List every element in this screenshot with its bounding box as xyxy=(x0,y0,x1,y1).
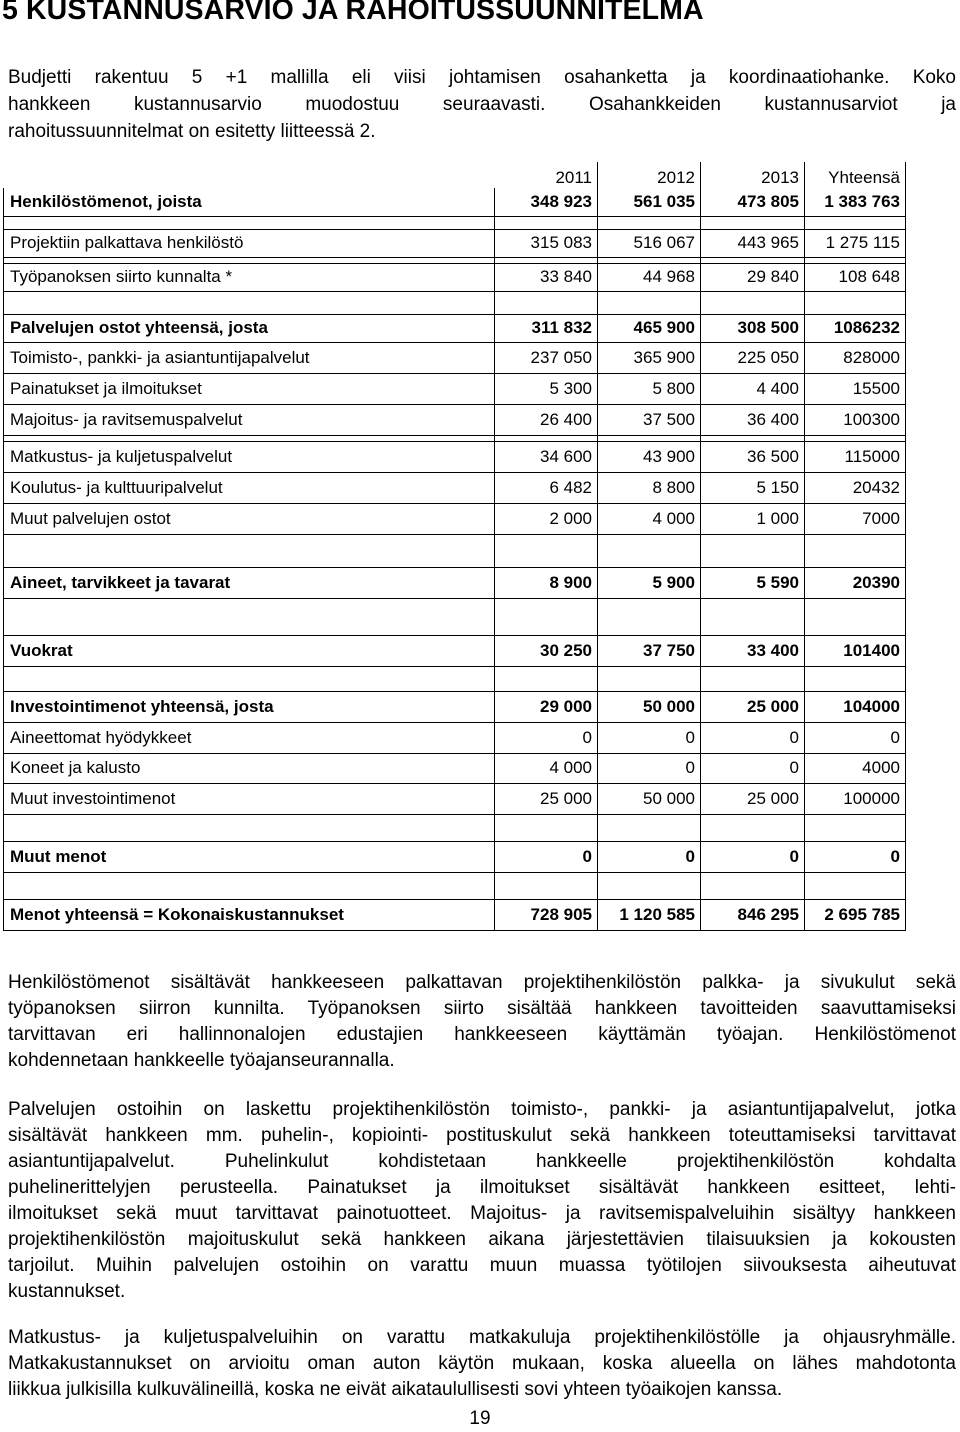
value-2013: 1 000 xyxy=(701,503,805,534)
value-total: 104000 xyxy=(805,691,906,722)
spacer-cell xyxy=(805,814,906,841)
value-2012: 43 900 xyxy=(598,441,701,472)
spacer-cell xyxy=(495,216,598,229)
row-label: Muut palvelujen ostot xyxy=(4,503,495,534)
row-label: Aineettomat hyödykkeet xyxy=(4,722,495,753)
value-2012: 50 000 xyxy=(598,783,701,814)
paragraph-line: Matkustus- ja kuljetuspalveluihin on varattu matkakuluja projektihenkilöstölle ja ohjausryhmälle. xyxy=(8,1327,956,1348)
intro-paragraph xyxy=(8,64,956,145)
spacer-cell xyxy=(4,534,495,567)
value-2012: 0 xyxy=(598,722,701,753)
spacer-cell xyxy=(805,598,906,635)
paragraph-line: työpanoksen siirron kunnilta. Työpanoksen siirto sisältää hankkeen tavoitteiden saavuttamiseksi xyxy=(8,998,956,1019)
spacer-cell xyxy=(4,872,495,899)
row-label: Menot yhteensä = Kokonaiskustannukset xyxy=(4,899,495,930)
spacer-cell xyxy=(701,872,805,899)
paragraph-line: kohdennetaan hankkeelle työajanseurannalla. xyxy=(8,1050,395,1071)
paragraph-line: asiantuntijapalvelut. Puhelinkulut kohdistetaan hankkeelle projektihenkilöstön kohdalta xyxy=(8,1151,956,1172)
value-2011: 26 400 xyxy=(495,404,598,435)
value-2012: 365 900 xyxy=(598,342,701,373)
spacer-cell xyxy=(4,216,495,229)
table-spacer-row xyxy=(4,666,906,691)
spacer-cell xyxy=(805,534,906,567)
table-spacer-row xyxy=(4,598,906,635)
value-2012: 50 000 xyxy=(598,691,701,722)
header-value-total: Yhteensä xyxy=(805,162,906,188)
row-label: Vuokrat xyxy=(4,635,495,666)
spacer-cell xyxy=(598,598,701,635)
table-row xyxy=(4,373,906,404)
spacer-cell xyxy=(598,814,701,841)
value-total: 15500 xyxy=(805,373,906,404)
value-2012: 5 800 xyxy=(598,373,701,404)
spacer-cell xyxy=(4,666,495,691)
value-2011: 33 840 xyxy=(495,263,598,291)
table-row xyxy=(4,188,906,216)
value-2012: 1 120 585 xyxy=(598,899,701,930)
value-2011: 4 000 xyxy=(495,753,598,783)
row-label: Muut investointimenot xyxy=(4,783,495,814)
value-2012: 44 968 xyxy=(598,263,701,291)
intro-line: hankkeen kustannusarvio muodostuu seuraavasti. Osahankkeiden kustannusarviot ja xyxy=(8,94,956,115)
header-row-label xyxy=(4,162,495,188)
value-2013: 36 500 xyxy=(701,441,805,472)
paragraph-personnel xyxy=(8,970,956,1074)
value-2011: 30 250 xyxy=(495,635,598,666)
spacer-cell xyxy=(701,534,805,567)
value-total: 108 648 xyxy=(805,263,906,291)
paragraph-line: Henkilöstömenot sisältävät hankkeeseen palkattavan projektihenkilöstön palkka- ja sivukulut sekä xyxy=(8,972,956,993)
table-spacer-row xyxy=(4,216,906,229)
row-label: Majoitus- ja ravitsemuspalvelut xyxy=(4,404,495,435)
table-row xyxy=(4,783,906,814)
value-2012: 37 750 xyxy=(598,635,701,666)
paragraph-line: Palvelujen ostoihin on laskettu projektihenkilöstön toimisto-, pankki- ja asiantuntijapalvelut, jotka xyxy=(8,1099,956,1120)
header-value-2011: 2011 xyxy=(495,162,598,188)
row-label: Matkustus- ja kuljetuspalvelut xyxy=(4,441,495,472)
spacer-cell xyxy=(701,666,805,691)
spacer-cell xyxy=(598,291,701,314)
paragraph-services xyxy=(8,1097,956,1305)
header-value-2013: 2013 xyxy=(701,162,805,188)
value-total: 4000 xyxy=(805,753,906,783)
value-2013: 5 150 xyxy=(701,472,805,503)
spacer-cell xyxy=(598,216,701,229)
value-2013: 225 050 xyxy=(701,342,805,373)
table-row xyxy=(4,404,906,435)
value-2013: 25 000 xyxy=(701,783,805,814)
value-total: 7000 xyxy=(805,503,906,534)
table-row xyxy=(4,841,906,872)
spacer-cell xyxy=(598,666,701,691)
row-label: Koneet ja kalusto xyxy=(4,753,495,783)
paragraph-line: projektihenkilöstön majoituskulut sekä hankkeen aikana järjestettävien tilaisuuksien ja kokousten xyxy=(8,1229,956,1250)
paragraph-line: puhelinerittelyjen perusteella. Painatukset ja ilmoitukset sisältävät hankkeen esitteet, lehti- xyxy=(8,1177,956,1198)
value-2011: 348 923 xyxy=(495,188,598,216)
value-2013: 846 295 xyxy=(701,899,805,930)
table-spacer-row xyxy=(4,814,906,841)
row-label: Henkilöstömenot, joista xyxy=(4,188,495,216)
spacer-cell xyxy=(805,666,906,691)
budget-table xyxy=(3,162,906,931)
spacer-cell xyxy=(701,814,805,841)
row-label: Investointimenot yhteensä, josta xyxy=(4,691,495,722)
value-2013: 0 xyxy=(701,722,805,753)
value-2012: 465 900 xyxy=(598,314,701,342)
value-2012: 561 035 xyxy=(598,188,701,216)
value-2012: 8 800 xyxy=(598,472,701,503)
table-row xyxy=(4,503,906,534)
table-row xyxy=(4,635,906,666)
value-2011: 34 600 xyxy=(495,441,598,472)
spacer-cell xyxy=(4,598,495,635)
value-2012: 0 xyxy=(598,753,701,783)
value-2011: 0 xyxy=(495,722,598,753)
table-header-row xyxy=(4,162,906,188)
table-row xyxy=(4,899,906,930)
spacer-cell xyxy=(495,872,598,899)
value-total: 20432 xyxy=(805,472,906,503)
row-label: Toimisto-, pankki- ja asiantuntijapalvelut xyxy=(4,342,495,373)
spacer-cell xyxy=(701,291,805,314)
table-row xyxy=(4,472,906,503)
spacer-cell xyxy=(4,291,495,314)
value-2011: 8 900 xyxy=(495,567,598,598)
spacer-cell xyxy=(495,814,598,841)
value-2011: 237 050 xyxy=(495,342,598,373)
value-2012: 0 xyxy=(598,841,701,872)
value-2011: 6 482 xyxy=(495,472,598,503)
value-2012: 37 500 xyxy=(598,404,701,435)
row-label: Painatukset ja ilmoitukset xyxy=(4,373,495,404)
value-2013: 4 400 xyxy=(701,373,805,404)
table-row xyxy=(4,722,906,753)
spacer-cell xyxy=(495,291,598,314)
spacer-cell xyxy=(805,216,906,229)
spacer-cell xyxy=(805,291,906,314)
table-row xyxy=(4,229,906,257)
spacer-cell xyxy=(805,872,906,899)
value-total: 101400 xyxy=(805,635,906,666)
header-value-2012: 2012 xyxy=(598,162,701,188)
value-total: 828000 xyxy=(805,342,906,373)
intro-line: rahoitussuunnitelmat on esitetty liitteessä 2. xyxy=(8,121,376,142)
value-total: 1 275 115 xyxy=(805,229,906,257)
paragraph-line: ilmoitukset sekä muut tarvittavat painotuotteet. Majoitus- ja ravitsemispalveluihin sisältyy hankkeen xyxy=(8,1203,956,1224)
row-label: Aineet, tarvikkeet ja tavarat xyxy=(4,567,495,598)
spacer-cell xyxy=(701,216,805,229)
value-2013: 29 840 xyxy=(701,263,805,291)
value-2013: 33 400 xyxy=(701,635,805,666)
paragraph-line: kustannukset. xyxy=(8,1281,126,1302)
row-label: Projektiin palkattava henkilöstö xyxy=(4,229,495,257)
table-spacer-row xyxy=(4,872,906,899)
value-total: 0 xyxy=(805,722,906,753)
row-label: Koulutus- ja kulttuuripalvelut xyxy=(4,472,495,503)
paragraph-line: sisältävät hankkeen mm. puhelin-, kopiointi- postituskulut sekä hankkeen toteuttamiseksi tarvittavat xyxy=(8,1125,956,1146)
row-label: Työpanoksen siirto kunnalta * xyxy=(4,263,495,291)
paragraph-line: tarvittavan eri hallinnonalojen edustajien hankkeeseen käyttämän työajan. Henkilöstömenot xyxy=(8,1024,956,1045)
table-row xyxy=(4,314,906,342)
spacer-cell xyxy=(701,598,805,635)
value-2013: 0 xyxy=(701,753,805,783)
paragraph-line: liikkua julkisilla kulkuvälineillä, koska ne eivät aikataulullisesti sovi yhteen työaikojen kanssa. xyxy=(8,1379,783,1400)
section-heading: 5 KUSTANNUSARVIO JA RAHOITUSSUUNNITELMA xyxy=(2,0,704,26)
value-2011: 0 xyxy=(495,841,598,872)
intro-line: Budjetti rakentuu 5 +1 mallilla eli viisi johtamisen osahanketta ja koordinaatiohanke. Koko xyxy=(8,67,956,88)
value-2011: 29 000 xyxy=(495,691,598,722)
value-2013: 473 805 xyxy=(701,188,805,216)
value-total: 1086232 xyxy=(805,314,906,342)
value-2013: 308 500 xyxy=(701,314,805,342)
value-total: 115000 xyxy=(805,441,906,472)
value-total: 1 383 763 xyxy=(805,188,906,216)
table-spacer-row xyxy=(4,534,906,567)
value-2013: 0 xyxy=(701,841,805,872)
row-label: Palvelujen ostot yhteensä, josta xyxy=(4,314,495,342)
value-2013: 443 965 xyxy=(701,229,805,257)
table-row xyxy=(4,691,906,722)
value-2012: 4 000 xyxy=(598,503,701,534)
table-row xyxy=(4,263,906,291)
value-2011: 5 300 xyxy=(495,373,598,404)
value-2013: 5 590 xyxy=(701,567,805,598)
value-2011: 728 905 xyxy=(495,899,598,930)
value-2012: 516 067 xyxy=(598,229,701,257)
table-row xyxy=(4,441,906,472)
value-2011: 311 832 xyxy=(495,314,598,342)
table-row xyxy=(4,342,906,373)
table-row xyxy=(4,753,906,783)
value-2011: 2 000 xyxy=(495,503,598,534)
paragraph-line: Matkakustannukset on arvioitu oman auton käytön mukaan, koska alueella on lähes mahdotonta xyxy=(8,1353,956,1374)
value-total: 0 xyxy=(805,841,906,872)
table-spacer-row xyxy=(4,291,906,314)
paragraph-travel xyxy=(8,1325,956,1403)
spacer-cell xyxy=(495,534,598,567)
value-2011: 25 000 xyxy=(495,783,598,814)
value-2012: 5 900 xyxy=(598,567,701,598)
table-row xyxy=(4,567,906,598)
page-number: 19 xyxy=(469,1408,491,1429)
value-total: 100300 xyxy=(805,404,906,435)
spacer-cell xyxy=(495,666,598,691)
row-label: Muut menot xyxy=(4,841,495,872)
value-total: 2 695 785 xyxy=(805,899,906,930)
value-total: 100000 xyxy=(805,783,906,814)
value-2011: 315 083 xyxy=(495,229,598,257)
value-total: 20390 xyxy=(805,567,906,598)
spacer-cell xyxy=(495,598,598,635)
value-2013: 25 000 xyxy=(701,691,805,722)
value-2013: 36 400 xyxy=(701,404,805,435)
spacer-cell xyxy=(598,534,701,567)
spacer-cell xyxy=(4,814,495,841)
spacer-cell xyxy=(598,872,701,899)
paragraph-line: tarjoilut. Muihin palvelujen ostoihin on varattu muun muassa työtilojen siivouksesta aiheutuvat xyxy=(8,1255,956,1276)
